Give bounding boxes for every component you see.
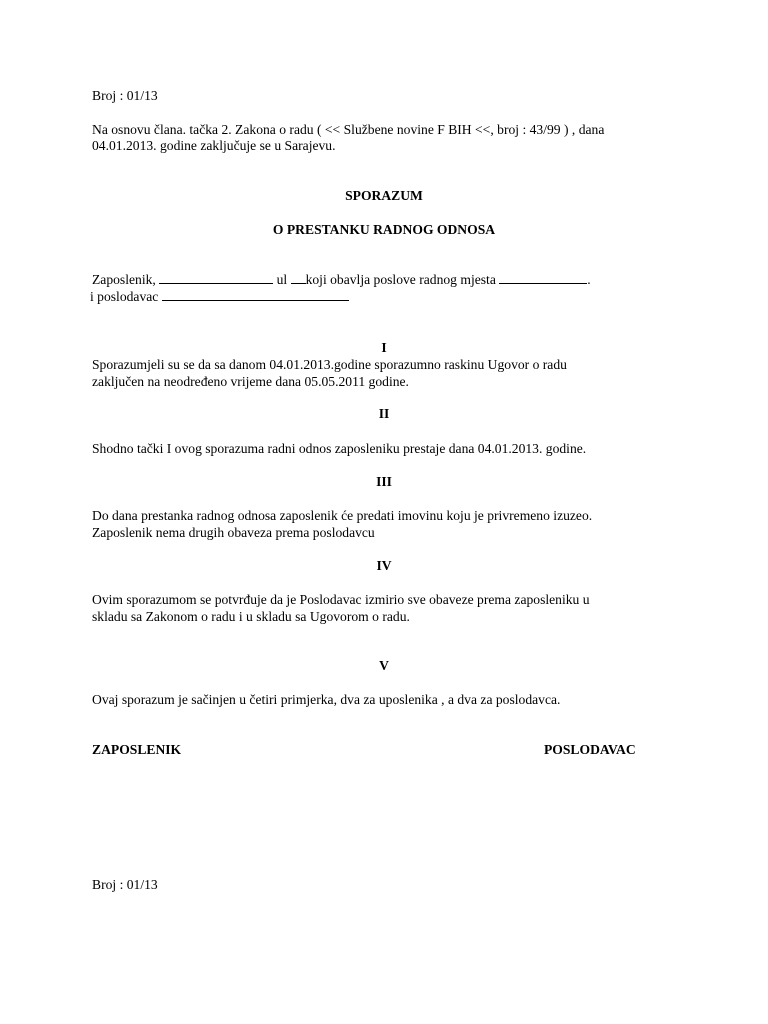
document-title: SPORAZUM bbox=[345, 188, 423, 203]
section-1-line-2: zaključen na neodređeno vrijeme dana 05.05.2011 godine. bbox=[92, 374, 409, 389]
section-4-line-2: skladu sa Zakonom o radu i u skladu sa Ugovorom o radu. bbox=[92, 609, 410, 624]
section-5-line-1: Ovaj sporazum je sačinjen u četiri primjerka, dva za uposlenika , a dva za poslodavca. bbox=[92, 692, 561, 707]
section-1-line-1: Sporazumjeli su se da sa danom 04.01.2013.godine sporazumno raskinu Ugovor o radu bbox=[92, 357, 567, 372]
employer-name-blank[interactable] bbox=[162, 288, 349, 301]
signature-employer-label: POSLODAVAC bbox=[544, 742, 636, 757]
section-heading-5: V bbox=[379, 658, 389, 673]
position-blank[interactable] bbox=[499, 271, 587, 284]
period: . bbox=[587, 272, 591, 287]
section-3-line-2: Zaposlenik nema drugih obaveza prema poslodavcu bbox=[92, 525, 375, 540]
document-subtitle: O PRESTANKU RADNOG ODNOSA bbox=[272, 222, 496, 237]
street-blank[interactable] bbox=[291, 271, 306, 284]
section-2-line-1: Shodno tački I ovog sporazuma radni odnos zaposleniku prestaje dana 04.01.2013. godine. bbox=[92, 441, 587, 456]
section-heading-4: IV bbox=[376, 558, 392, 573]
employee-label: Zaposlenik, bbox=[92, 272, 160, 287]
section-heading-2: II bbox=[378, 406, 390, 421]
position-label: koji obavlja poslove radnog mjesta bbox=[305, 272, 500, 287]
section-4-line-1: Ovim sporazumom se potvrđuje da je Poslodavac izmirio sve obaveze prema zaposleniku u bbox=[92, 592, 590, 607]
section-heading-3: III bbox=[376, 474, 392, 489]
employee-name-blank[interactable] bbox=[159, 271, 273, 284]
signature-employee-label: ZAPOSLENIK bbox=[92, 742, 182, 757]
section-3-line-1: Do dana prestanka radnog odnosa zaposlenik će predati imovinu koju je privremeno izuzeo. bbox=[92, 508, 593, 523]
section-heading-1: I bbox=[381, 340, 387, 355]
street-label: ul bbox=[273, 272, 291, 287]
employer-label: i poslodavac bbox=[90, 289, 162, 304]
parties-employee-line bbox=[92, 271, 591, 288]
parties-employer-line bbox=[90, 288, 349, 305]
document-number: Broj : 01/13 bbox=[92, 88, 158, 103]
document-number-bottom: Broj : 01/13 bbox=[92, 877, 158, 892]
intro-line-2: 04.01.2013. godine zaključuje se u Sarajevu. bbox=[92, 138, 336, 153]
intro-line-1: Na osnovu člana. tačka 2. Zakona o radu ( << Službene novine F BIH <<, broj : 43/99 ) , dana bbox=[92, 122, 605, 137]
